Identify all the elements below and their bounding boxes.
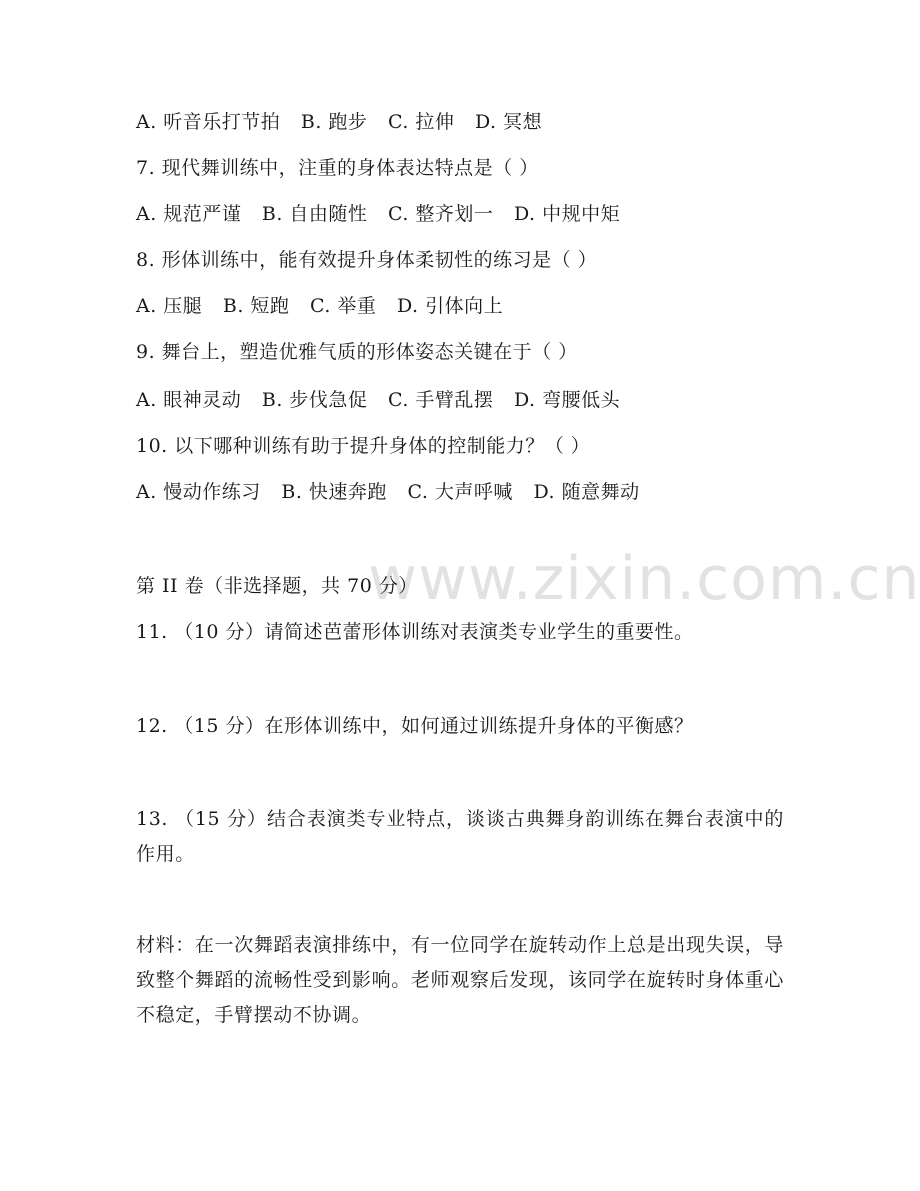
q8-question: 8. 形体训练中，能有效提升身体柔韧性的练习是（ ） bbox=[136, 249, 598, 271]
q10-option-b: B. 快速奔跑 bbox=[281, 481, 387, 503]
q8-option-d: D. 引体向上 bbox=[396, 295, 504, 317]
watermark: www.zixin.com.cn bbox=[368, 544, 920, 614]
q8-option-c: C. 举重 bbox=[309, 295, 377, 317]
q10-option-d: D. 随意舞动 bbox=[533, 481, 640, 503]
q12-question: 12. （15 分）在形体训练中，如何通过训练提升身体的平衡感？ bbox=[136, 715, 694, 737]
q7-options bbox=[136, 202, 620, 226]
q6-option-b: B. 跑步 bbox=[300, 111, 368, 133]
q13-question: 13. （15 分）结合表演类专业特点，谈谈古典舞身韵训练在舞台表演中的作用。 bbox=[136, 808, 784, 865]
q10-question: 10. 以下哪种训练有助于提升身体的控制能力？（ ） bbox=[136, 435, 591, 457]
q6-options bbox=[136, 110, 542, 134]
q9-option-b: B. 步伐急促 bbox=[261, 389, 368, 411]
q7-option-d: D. 中规中矩 bbox=[513, 203, 621, 225]
q11-question: 11. （10 分）请简述芭蕾形体训练对表演类专业学生的重要性。 bbox=[136, 621, 694, 643]
q6-option-c: C. 拉伸 bbox=[387, 111, 455, 133]
q9-options bbox=[136, 388, 620, 412]
q10-option-a: A. 慢动作练习 bbox=[136, 481, 261, 503]
q9-option-a: A. 眼神灵动 bbox=[136, 389, 242, 411]
q10-option-c: C. 大声呼喊 bbox=[407, 481, 513, 503]
q8-option-a: A. 压腿 bbox=[136, 295, 203, 317]
q7-question: 7. 现代舞训练中，注重的身体表达特点是（ ） bbox=[136, 157, 539, 179]
q7-option-b: B. 自由随性 bbox=[261, 203, 368, 225]
q7-option-a: A. 规范严谨 bbox=[136, 203, 242, 225]
q6-option-a: A. 听音乐打节拍 bbox=[136, 111, 281, 133]
q9-option-d: D. 弯腰低头 bbox=[513, 389, 621, 411]
q8-option-b: B. 短跑 bbox=[222, 295, 290, 317]
q9-option-c: C. 手臂乱摆 bbox=[387, 389, 494, 411]
q6-option-d: D. 冥想 bbox=[474, 111, 543, 133]
q8-options bbox=[136, 294, 503, 318]
material-paragraph: 材料：在一次舞蹈表演排练中，有一位同学在旋转动作上总是出现失误，导致整个舞蹈的流畅性受到影响。老师观察后发现，该同学在旋转时身体重心不稳定，手臂摆动不协调。 bbox=[136, 934, 784, 1026]
q10-options bbox=[136, 480, 640, 504]
q9-question: 9. 舞台上，塑造优雅气质的形体姿态关键在于（ ） bbox=[136, 341, 578, 363]
q7-option-c: C. 整齐划一 bbox=[387, 203, 494, 225]
section2-title: 第 II 卷（非选择题，共 70 分） bbox=[136, 575, 418, 597]
